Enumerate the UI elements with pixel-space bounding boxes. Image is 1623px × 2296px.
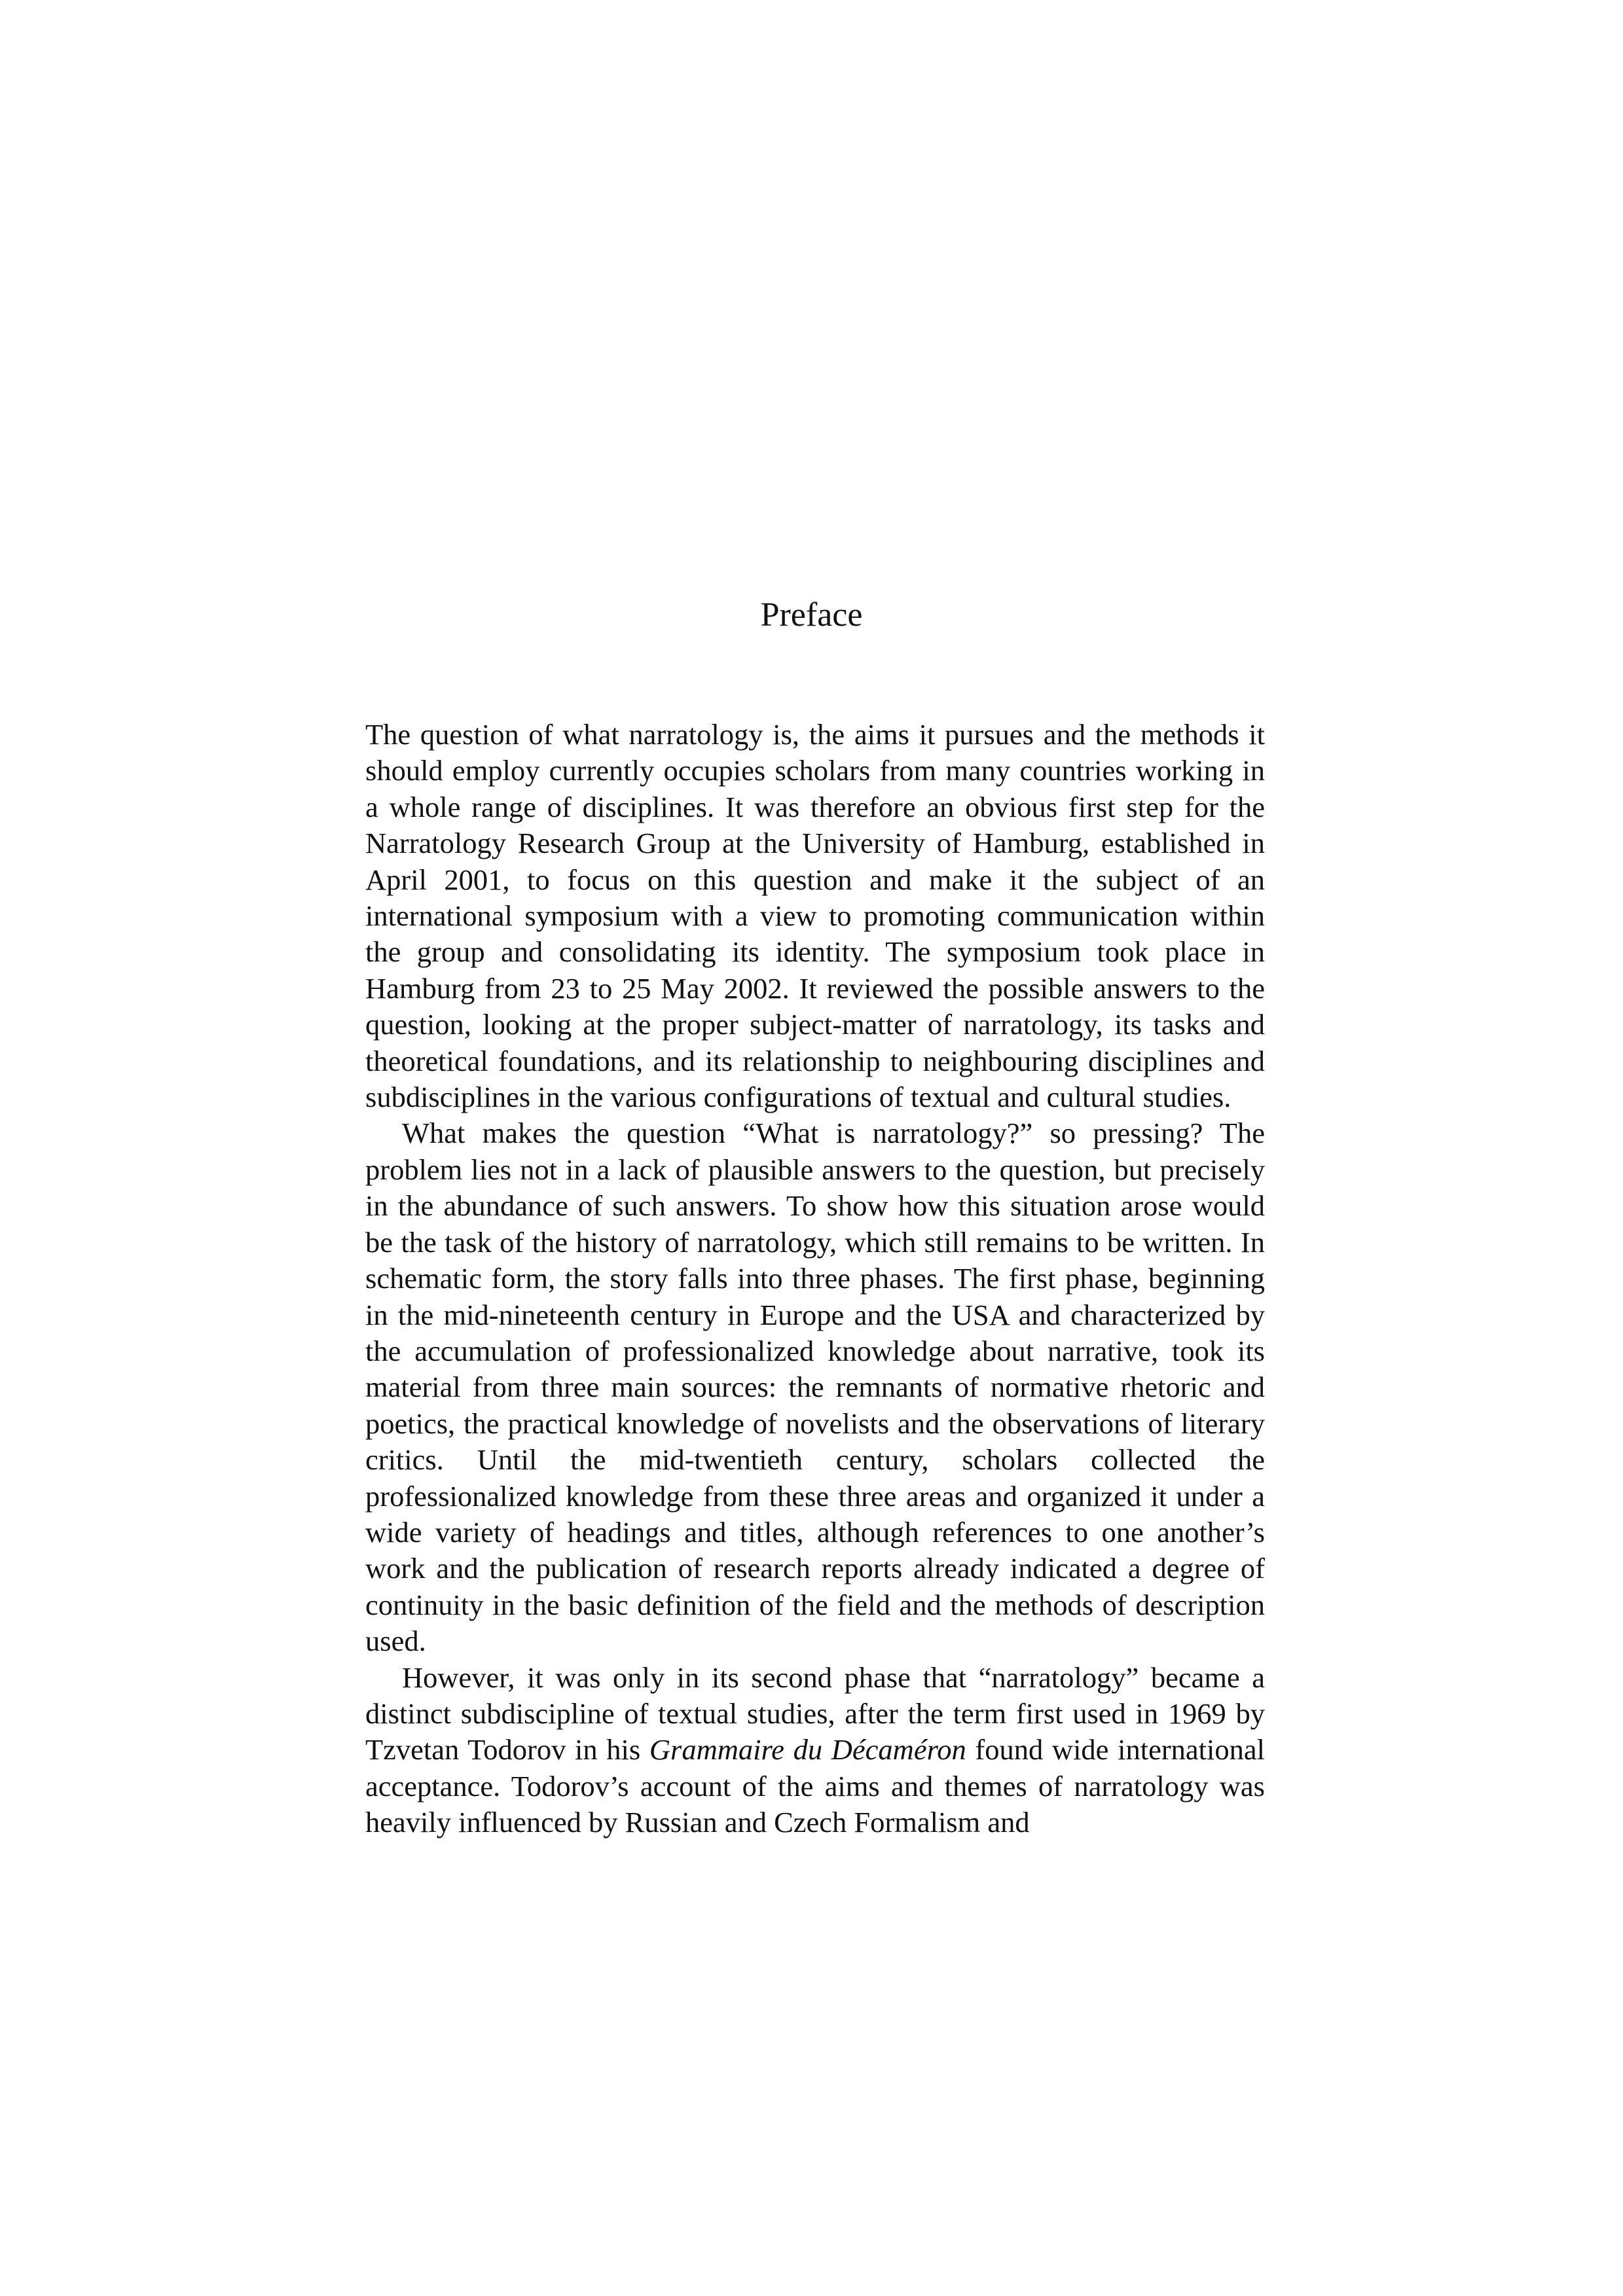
page-title: Preface [760, 596, 863, 634]
paragraph-3 [365, 1660, 1265, 1841]
paragraph-3-text-start: However, it was only in its second phase that “narratology” became a distinct subdiscipline of textual studies, after the term first used in 1969 by Tzvetan Todorov in his [365, 1660, 1265, 1767]
paragraph-2: What makes the question “What is narratology?” so pressing? The problem lies not in a lack of plausible answers to the question, but precisely in the abundance of such answers. To show how this situation arose would be the task of the history of narratology, which still remains to be written. In schematic form, the story falls into three phases. The first phase, beginning in the mid-nineteenth century in Europe and the USA and characterized by the accumulation of professionalized knowledge about narrative, took its material from three main sources: the remnants of normative rhetoric and poetics, the practical knowledge of novelists and the observations of literary critics. Until the mid-twentieth century, scholars collected the professionalized knowledge from these three areas and organized it under a wide variety of headings and titles, although references to one another’s work and the publication of research reports already indicated a degree of continuity in the basic definition of the field and the methods of description used. [365, 1117, 1265, 1658]
paragraph-3-text-end: found wide international acceptance. Todorov’s account of the aims and themes of narratology was heavily influenced by Russian and Czech Formalism and [365, 1733, 1266, 1839]
body-text [365, 717, 1265, 1841]
book-title-italic: Grammaire du Décaméron [649, 1733, 966, 1767]
paragraph-1: The question of what narratology is, the aims it pursues and the methods it should employ currently occupies scholars from many countries working in a whole range of disciplines. It was therefore an obvious first step for the Narratology Research Group at the University of Hamburg, established in April 2001, to focus on this question and make it the subject of an international symposium with a view to promoting communication within the group and consolidating its identity. The symposium took place in Hamburg from 23 to 25 May 2002. It reviewed the possible answers to the question, looking at the proper subject-matter of narratology, its tasks and theoretical foundations, and its relationship to neighbouring disciplines and subdisciplines in the various configurations of textual and cultural studies. [365, 718, 1265, 1114]
